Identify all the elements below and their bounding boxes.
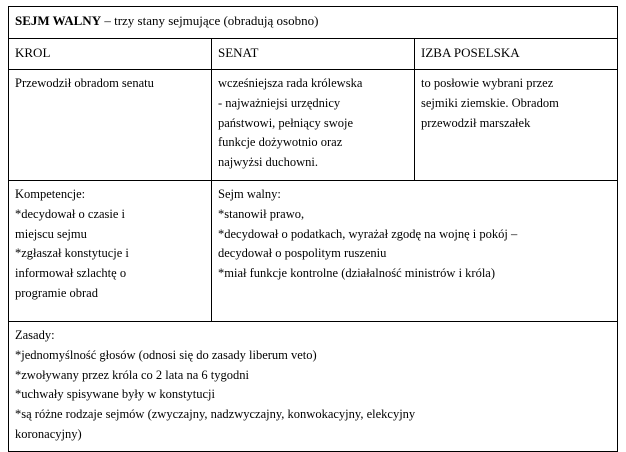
senat-description-line-1: wcześniejsza rada królewska xyxy=(218,76,363,91)
column-header-krol: KROL xyxy=(9,38,212,70)
document-title-strong: SEJM WALNY xyxy=(15,13,102,28)
cell-sejm-walny-competences xyxy=(212,181,618,322)
sejm-walny-line-3: decydował o pospolitym ruszeniu xyxy=(218,246,387,261)
sejm-walny-heading: Sejm walny: xyxy=(218,187,281,202)
column-header-izba: IZBA POSELSKA xyxy=(415,38,618,70)
rules-line-5: koronacyjny) xyxy=(15,426,82,441)
izba-description-line-2: sejmiki ziemskie. Obradom xyxy=(421,95,559,110)
sejm-walny-table xyxy=(8,6,618,452)
krol-description-text: Przewodził obradom senatu xyxy=(15,76,154,91)
column-header-senat: SENAT xyxy=(212,38,415,70)
senat-description-line-5: najwyżsi duchowni. xyxy=(218,155,318,170)
rules-line-1: *jednomyślność głosów (odnosi się do zasady liberum veto) xyxy=(15,347,317,362)
table-row-competences xyxy=(9,181,618,322)
rules-heading: Zasady: xyxy=(15,328,55,343)
competences-line-2: miejscu sejmu xyxy=(15,226,87,241)
table-row-title xyxy=(9,7,618,39)
competences-line-1: *decydował o czasie i xyxy=(15,206,126,221)
rules-line-2: *zwoływany przez króla co 2 lata na 6 tygodni xyxy=(15,367,249,382)
cell-krol-description xyxy=(9,70,212,181)
cell-senat-description xyxy=(212,70,415,181)
table-row-headers xyxy=(9,38,618,70)
competences-line-3: *zgłaszał konstytucje i xyxy=(15,246,129,261)
sejm-walny-line-1: *stanowił prawo, xyxy=(218,206,305,221)
sejm-walny-line-2: *decydował o podatkach, wyrażał zgodę na wojnę i pokój – xyxy=(218,226,518,241)
competences-heading: Kompetencje: xyxy=(15,187,86,202)
rules-line-3: *uchwały spisywane były w konstytucji xyxy=(15,387,215,402)
izba-description-line-1: to posłowie wybrani przez xyxy=(421,76,554,91)
cell-rules xyxy=(9,322,618,452)
competences-line-4: informował szlachtę o xyxy=(15,266,127,281)
izba-description-line-3: przewodził marszałek xyxy=(421,115,531,130)
table-row-rules xyxy=(9,322,618,452)
table-title-cell xyxy=(9,7,618,39)
sejm-walny-line-4: *miał funkcje kontrolne (działalność ministrów i króla) xyxy=(218,266,496,281)
rules-line-4: *są różne rodzaje sejmów (zwyczajny, nadzwyczajny, konwokacyjny, elekcyjny xyxy=(15,407,416,422)
document-title-rest: – trzy stany sejmujące (obradują osobno) xyxy=(101,13,319,28)
cell-izba-description xyxy=(415,70,618,181)
senat-description-line-3: państwowi, pełniący swoje xyxy=(218,115,354,130)
competences-line-5: programie obrad xyxy=(15,285,98,300)
senat-description-line-4: funkcje dożywotnio oraz xyxy=(218,135,343,150)
table-row-description xyxy=(9,70,618,181)
cell-krol-competences xyxy=(9,181,212,322)
senat-description-line-2: - najważniejsi urzędnicy xyxy=(218,95,341,110)
